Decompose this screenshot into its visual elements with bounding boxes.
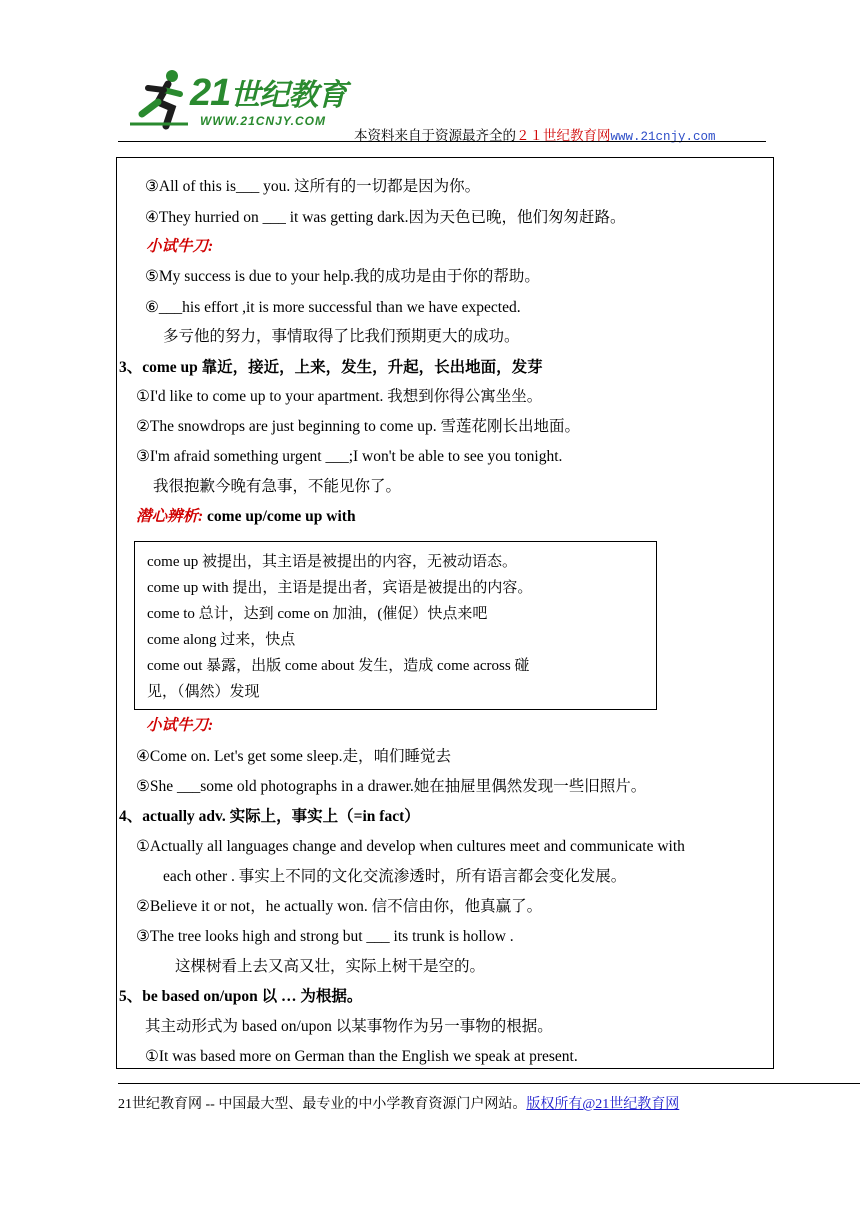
text-line: ③All of this is___ you. 这所有的一切都是因为你。 bbox=[145, 178, 481, 195]
text-line: ④They hurried on ___ it was getting dark.因为天色已晚，他们匆匆赶路。 bbox=[145, 209, 626, 226]
text-line: ③The tree looks high and strong but ___ its trunk is hollow . bbox=[136, 928, 514, 945]
text-line: ③I'm afraid something urgent ___;I won't be able to see you tonight. bbox=[136, 448, 563, 465]
box-line: come up 被提出，其主语是被提出的内容，无被动语态。 bbox=[147, 554, 517, 570]
footer-text: 21世纪教育网 -- 中国最大型、最专业的中小学教育资源门户网站。 bbox=[118, 1097, 527, 1112]
section-heading: 4、actually adv. 实际上，事实上（=in fact） bbox=[119, 808, 420, 825]
runner-logo-icon bbox=[128, 68, 192, 132]
slogan-text: 本资料来自于资源最齐全的 bbox=[354, 128, 516, 143]
content-box bbox=[116, 157, 774, 1069]
text-line: 多亏他的努力，事情取得了比我们预期更大的成功。 bbox=[163, 328, 520, 345]
text-line: ⑤My success is due to your help.我的成功是由于你的帮助。 bbox=[145, 268, 540, 285]
text-line: ⑥___his effort ,it is more successful than we have expected. bbox=[145, 299, 521, 316]
analysis-heading bbox=[136, 507, 356, 527]
site-logo bbox=[128, 66, 378, 132]
box-line: come out 暴露，出版 come about 发生，造成 come across 碰 bbox=[147, 658, 530, 674]
practice-heading: 小试牛刀: bbox=[146, 238, 214, 255]
logo-wordmark bbox=[190, 70, 346, 115]
analysis-label: 潜心辨析: bbox=[136, 508, 204, 525]
phrase-box bbox=[134, 541, 657, 710]
logo-number: 21 bbox=[190, 72, 231, 114]
analysis-topic: come up/come up with bbox=[203, 508, 356, 525]
text-line: ②The snowdrops are just beginning to come up. 雪莲花刚长出地面。 bbox=[136, 418, 580, 435]
text-line: 我很抱歉今晚有急事，不能见你了。 bbox=[153, 478, 402, 495]
box-line: come along 过来，快点 bbox=[147, 632, 296, 648]
box-line: come to 总计，达到 come on 加油，(催促）快点来吧 bbox=[147, 606, 488, 622]
section-heading: 5、be based on/upon 以 … 为根据。 bbox=[119, 988, 363, 1005]
text-line: 这棵树看上去又高又壮，实际上树干是空的。 bbox=[175, 958, 486, 975]
slogan-brand: ２１世纪教育网 bbox=[516, 128, 611, 143]
logo-chinese: 世纪教育 bbox=[230, 79, 347, 112]
text-line: ①Actually all languages change and develop when cultures meet and communicate with bbox=[136, 838, 685, 855]
box-line: come up with 提出，主语是提出者，宾语是被提出的内容。 bbox=[147, 580, 533, 596]
text-line: ④Come on. Let's get some sleep.走，咱们睡觉去 bbox=[136, 748, 452, 765]
text-line: ①It was based more on German than the English we speak at present. bbox=[145, 1048, 578, 1065]
header-divider bbox=[118, 141, 766, 142]
practice-heading: 小试牛刀: bbox=[146, 717, 214, 734]
footer-divider bbox=[118, 1083, 860, 1084]
logo-url: WWW.21CNJY.COM bbox=[200, 114, 327, 128]
footer-copyright-link[interactable]: 版权所有@21世纪教育网 bbox=[526, 1097, 680, 1112]
page-header bbox=[118, 58, 766, 144]
text-line: ①I'd like to come up to your apartment. 我想到你得公寓坐坐。 bbox=[136, 388, 543, 405]
section-heading: 3、come up 靠近，接近，上来，发生，升起，长出地面，发芽 bbox=[119, 359, 543, 376]
text-line: ②Believe it or not，he actually won. 信不信由你，他真赢了。 bbox=[136, 898, 543, 915]
box-line: 见，（偶然）发现 bbox=[147, 684, 260, 700]
text-line: each other . 事实上不同的文化交流渗透时，所有语言都会变化发展。 bbox=[163, 868, 627, 885]
text-line: 其主动形式为 based on/upon 以某事物作为另一事物的根据。 bbox=[145, 1018, 553, 1035]
text-line: ⑤She ___some old photographs in a drawer.她在抽屉里偶然发现一些旧照片。 bbox=[136, 778, 647, 795]
page-footer bbox=[118, 1093, 679, 1113]
slogan-url-link[interactable]: www.21cnjy.com bbox=[610, 130, 716, 144]
